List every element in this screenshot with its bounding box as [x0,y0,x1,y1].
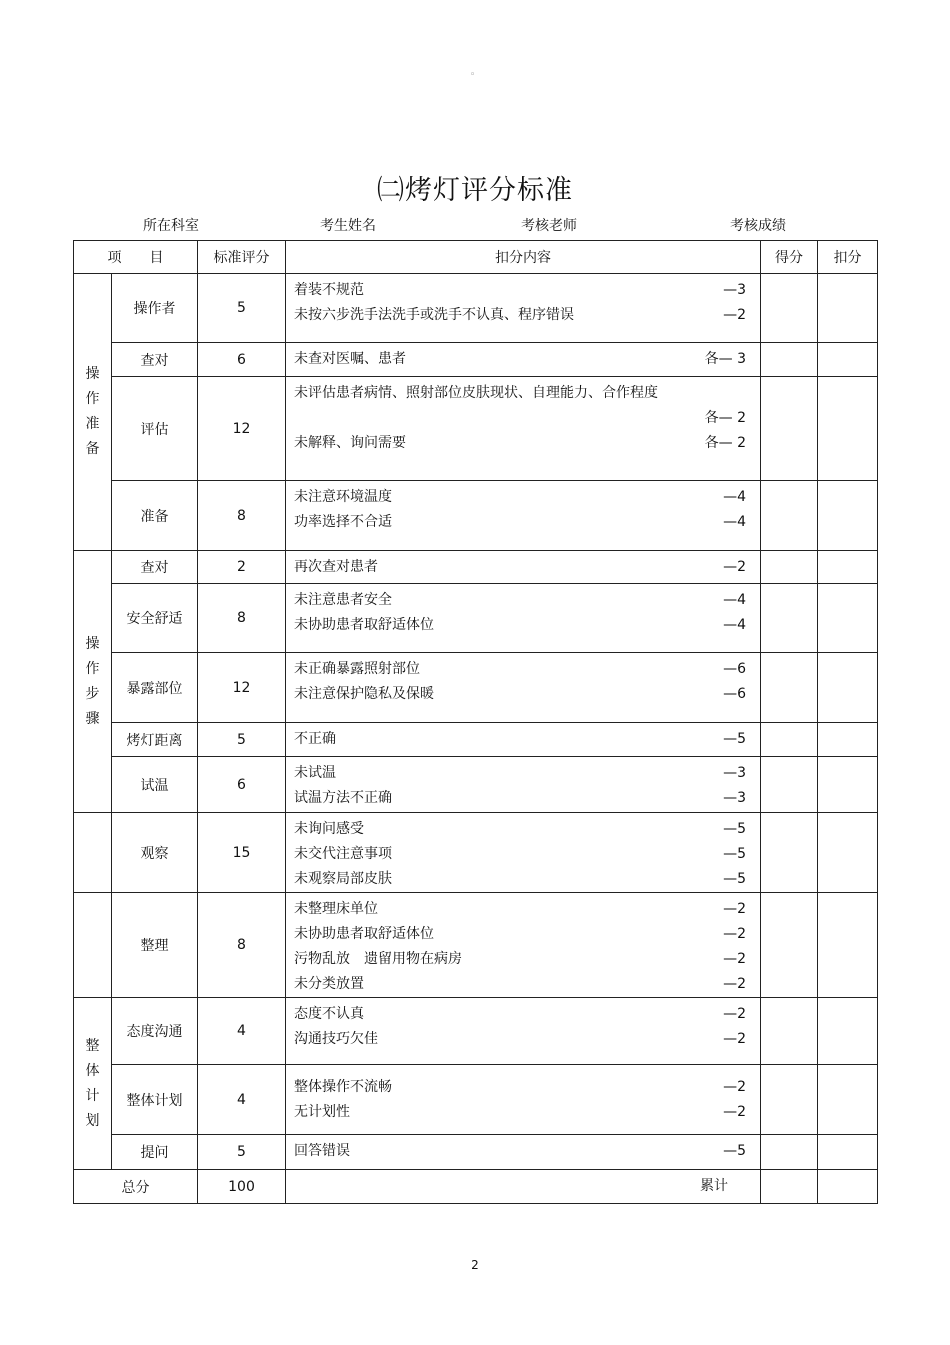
deduct-cell[interactable] [818,377,878,481]
table-row [74,377,878,481]
item-score: 8 [198,893,286,998]
table-row [74,653,878,723]
item-score: 6 [198,343,286,377]
table-row [74,813,878,893]
deduct-cell[interactable] [818,481,878,551]
group-prep: 操 作 准 备 [74,274,112,551]
deduction-content: 未整理床单位 —2 未协助患者取舒适体位 —2 污物乱放 遗留用物在病房 —2 未分类放置 —2 [286,893,761,998]
top-dot: ◦ [470,70,476,80]
deduct-cell[interactable] [818,584,878,653]
deduction-content: 回答错误 —5 [286,1135,761,1170]
got-cell[interactable] [761,551,818,584]
info-result: 考核成绩 [730,218,786,234]
table-row [74,481,878,551]
got-cell[interactable] [761,893,818,998]
deduction-content: 未正确暴露照射部位 —6 未注意保护隐私及保暖 —6 [286,653,761,723]
deduction-content: 态度不认真 —2 沟通技巧欠佳 —2 [286,998,761,1065]
info-student-name: 考生姓名 [320,218,376,234]
deduct-cell[interactable] [818,813,878,893]
item-score: 4 [198,1065,286,1135]
deduct-cell[interactable] [818,1170,878,1204]
deduction-content: 不正确 —5 [286,723,761,757]
header-deduct: 扣分 [818,241,878,274]
item-name: 查对 [112,343,198,377]
deduct-cell[interactable] [818,274,878,343]
item-score: 5 [198,274,286,343]
deduction-content: 未查对医嘱、患者 各— 3 [286,343,761,377]
table-row [74,551,878,584]
item-name: 准备 [112,481,198,551]
score-table [73,240,878,1204]
got-cell[interactable] [761,1135,818,1170]
item-score: 15 [198,813,286,893]
item-score: 5 [198,723,286,757]
group-steps: 操 作 步 骤 [74,551,112,813]
total-label: 总分 [74,1170,198,1204]
item-score: 8 [198,584,286,653]
item-score: 2 [198,551,286,584]
item-score: 8 [198,481,286,551]
deduct-cell[interactable] [818,998,878,1065]
deduct-cell[interactable] [818,1065,878,1135]
header-row [74,241,878,274]
deduction-content: 整体操作不流畅 —2 无计划性 —2 [286,1065,761,1135]
cumulative-label: 累计 [700,1178,728,1194]
info-department: 所在科室 [143,218,199,234]
deduction-content: 未试温 —3 试温方法不正确 —3 [286,757,761,813]
total-score: 100 [198,1170,286,1204]
table-row [74,343,878,377]
group-overall: 整 体 计 划 [74,998,112,1170]
got-cell[interactable] [761,757,818,813]
deduction-content: 未询问感受 —5 未交代注意事项 —5 未观察局部皮肤 —5 [286,813,761,893]
item-name: 查对 [112,551,198,584]
got-cell[interactable] [761,481,818,551]
deduction-content: 再次查对患者 —2 [286,551,761,584]
header-got: 得分 [761,241,818,274]
item-name: 操作者 [112,274,198,343]
deduction-content: 着装不规范 —3 未按六步洗手法洗手或洗手不认真、程序错误 —2 [286,274,761,343]
got-cell[interactable] [761,998,818,1065]
page-number: 2 [471,1258,479,1272]
got-cell[interactable] [761,584,818,653]
group-empty [74,893,112,998]
deduct-cell[interactable] [818,343,878,377]
table-row [74,1065,878,1135]
got-cell[interactable] [761,1170,818,1204]
table-row [74,584,878,653]
header-standard: 标准评分 [198,241,286,274]
got-cell[interactable] [761,1065,818,1135]
group-empty [74,813,112,893]
header-item: 项 目 [74,241,198,274]
deduct-cell[interactable] [818,757,878,813]
deduct-cell[interactable] [818,723,878,757]
deduction-content: 未评估患者病情、照射部位皮肤现状、自理能力、合作程度 各— 2 未解释、询问需要 各— 2 [286,377,761,481]
got-cell[interactable] [761,653,818,723]
table-row [74,274,878,343]
header-content: 扣分内容 [286,241,761,274]
item-name: 试温 [112,757,198,813]
table-row [74,893,878,998]
total-row [74,1170,878,1204]
item-name: 评估 [112,377,198,481]
table-row [74,757,878,813]
deduct-cell[interactable] [818,893,878,998]
item-score: 4 [198,998,286,1065]
table-row [74,1135,878,1170]
item-score: 12 [198,377,286,481]
info-examiner: 考核老师 [521,218,577,234]
got-cell[interactable] [761,813,818,893]
deduct-cell[interactable] [818,1135,878,1170]
item-name: 整理 [112,893,198,998]
item-name: 态度沟通 [112,998,198,1065]
item-name: 整体计划 [112,1065,198,1135]
page-title: ㈡烤灯评分标准 [377,175,573,206]
item-name: 暴露部位 [112,653,198,723]
deduct-cell[interactable] [818,551,878,584]
total-content [286,1170,761,1204]
deduct-cell[interactable] [818,653,878,723]
item-score: 12 [198,653,286,723]
item-name: 安全舒适 [112,584,198,653]
item-score: 6 [198,757,286,813]
item-name: 提问 [112,1135,198,1170]
got-cell[interactable] [761,343,818,377]
got-cell[interactable] [761,377,818,481]
deduction-content: 未注意患者安全 —4 未协助患者取舒适体位 —4 [286,584,761,653]
got-cell[interactable] [761,723,818,757]
got-cell[interactable] [761,274,818,343]
table-row [74,723,878,757]
deduction-content: 未注意环境温度 —4 功率选择不合适 —4 [286,481,761,551]
item-name: 烤灯距离 [112,723,198,757]
item-score: 5 [198,1135,286,1170]
table-row [74,998,878,1065]
item-name: 观察 [112,813,198,893]
